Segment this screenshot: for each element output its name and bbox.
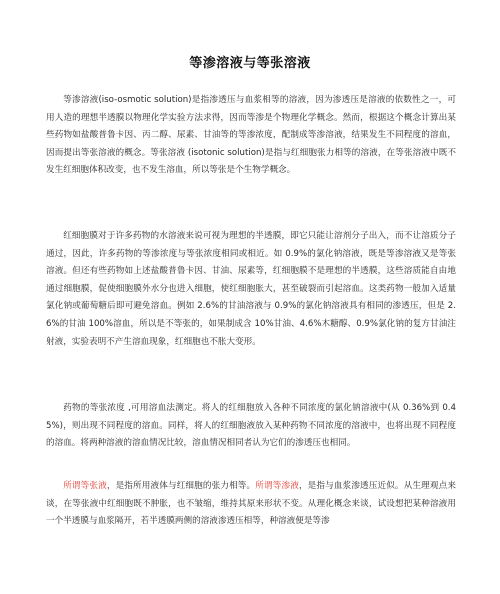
definition-isotonic: ，是指所用液体与红细胞的张力相等。 bbox=[106, 481, 256, 491]
term-iso-osmotic-solution: 所谓等渗液 bbox=[255, 481, 299, 491]
term-isotonic-solution: 所谓等张液 bbox=[63, 481, 107, 491]
document-title: 等渗溶液与等张溶液 bbox=[189, 56, 311, 71]
definition-iso-osmotic: ，是指与血浆渗透压近似。从生理观点来谈，在等张液中红细胞既不肿胀，也不皱缩，维持其原来形状不变。从理化概念来谈，试设想把某种溶液用一个半透膜与血浆隔开，若半透膜两侧的溶液渗透压相等，种溶液便是等渗 bbox=[46, 481, 456, 527]
paragraph-definitions bbox=[46, 478, 456, 531]
paragraph-isotonic-concentration: 药物的等张浓度 ,可用溶血法测定。将人的红细胞放入各种不同浓度的氯化钠溶液中(从 0.36%到 0.45%)，则出现不同程度的溶血。同样，将人的红细胞液放入某种药物不同浓度的溶液中，也将出现不同程度的溶血。将两种溶液的溶血情况比较，溶血情况相同者认为它们的渗透压也相同。 bbox=[46, 403, 456, 449]
paragraph-red-cell-membrane: 红细胞膜对于许多药物的水溶液来说可视为理想的半透膜，即它只能让溶剂分子出入，而不让溶质分子通过，因此，许多药物的等渗浓度与等张浓度相同或相近。如 0.9%的氯化钠溶液，既是等渗溶液又是等张溶液。但还有些药物如上述盐酸普鲁卡因、甘油、尿素等，红细胞膜不是理想的半透膜，这些溶质能自由地通过细胞膜，促使细胞膜外水分也进入细胞，使红细胞胀大，甚至破裂而引起溶血。这类药物一般加入适量氯化钠或葡萄糖后即可避免溶血。例如 2.6%的甘油溶液与 0.9%的氯化钠溶液具有相同的渗透压，但是 2.6%的甘油 100%溶血，所以是不等张的，如果制成含 10%甘油、4.6%木糖醇、0.9%氯化钠的复方甘油注射液，实验表明不产生溶血现象，红细胞也不胀大变形。 bbox=[46, 231, 456, 347]
paragraph-iso-osmotic: 等渗溶液(iso-osmotic solution)是指渗透压与血浆相等的溶液，因为渗透压是溶液的依数性之一，可用人造的理想半透膜以物理化学实验方法求得，因而等渗是个物理化学概念。然而，根据这个概念计算出某些药物如盐酸普鲁卡因、丙二醇、尿素、甘油等的等渗浓度，配制成等渗溶液，结果发生不同程度的溶血，因而提出等张溶液的概念。等张溶液 (isotonic solution)是指与红细胞张力相等的溶液，在等张溶液中既不发生红细胞体积改变，也不发生溶血，所以等张是个生物学概念。 bbox=[46, 95, 456, 176]
